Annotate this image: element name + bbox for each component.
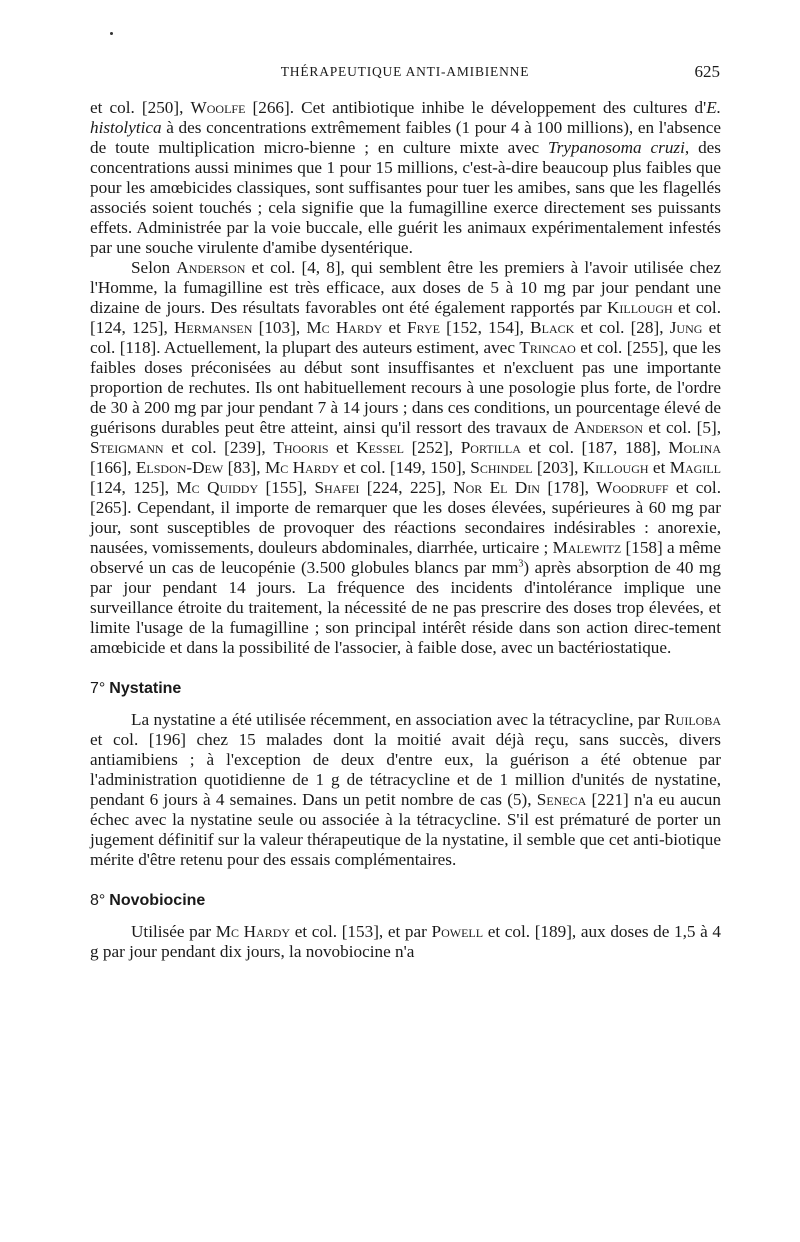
section-number: 7° bbox=[90, 680, 106, 697]
author-name: Steigmann bbox=[90, 438, 164, 457]
paragraph-nystatine: La nystatine a été utilisée récemment, en association avec la tétracycline, par Ruiloba et col. [196] chez 15 malades dont la moitié avait déjà reçu, sans succès, divers antiamibiens ; à l'exception de deux d'entre eux, la guérison a été obtenue par l'administration quotidienne de 1 g de tétracycline et de 1 million d'unités de nystatine, pendant 6 jours à 4 semaines. Dans un petit nombre de cas (5), Seneca [221] n'a eu aucun échec avec la nystatine seule ou associée à la tétracycline. S'il est prématuré de porter un jugement définitif sur la valeur thérapeutique de la nystatine, il semble que cet anti-biotique mérite d'être retenu pour des essais complémentaires. bbox=[90, 710, 721, 869]
author-name: Shafei bbox=[314, 478, 360, 497]
author-name: Portilla bbox=[460, 438, 521, 457]
running-head bbox=[90, 62, 720, 86]
author-name: Ruiloba bbox=[664, 710, 721, 729]
author-name: Anderson bbox=[176, 258, 246, 277]
section-heading-nystatine bbox=[90, 678, 721, 700]
author-name: Frye bbox=[407, 318, 440, 337]
section-title: Novobiocine bbox=[109, 892, 206, 909]
author-name: Thooris bbox=[273, 438, 329, 457]
section-title: Nystatine bbox=[109, 680, 182, 697]
species-name: Trypanosoma cruzi bbox=[548, 138, 685, 157]
author-name: Killough bbox=[606, 298, 673, 317]
author-name: Schindel bbox=[470, 458, 533, 477]
superscript: 3 bbox=[518, 558, 524, 570]
author-name: Powell bbox=[431, 922, 484, 941]
author-name: Hermansen bbox=[174, 318, 253, 337]
author-name: Mc Quiddy bbox=[176, 478, 259, 497]
paragraph-fumagilline-clinical: Selon Anderson et col. [4, 8], qui semblent être les premiers à l'avoir utilisée chez l'Homme, la fumagilline est très efficace, aux doses de 5 à 10 mg par jour pendant une dizaine de jours. Des résultats favorables ont été également rapportés par Killough et col. [124, 125], Hermansen [103], Mc Hardy et Frye [152, 154], Black et col. [28], Jung et col. [118]. Actuellement, la plupart des auteurs estiment, avec Trincao et col. [255], que les faibles doses préconisées au début sont insuffisantes et n'excluent pas une importante proportion de rechutes. Ils ont habituellement recours à une posologie plus forte, de l'ordre de 30 à 200 mg par jour pendant 7 à 14 jours ; dans ces conditions, un pourcentage élevé de guérisons durables peut être atteint, ainsi qu'il ressort des travaux de Anderson et col. [5], Steigmann et col. [239], Thooris et Kessel [252], Portilla et col. [187, 188], Molina [166], Elsdon-Dew [83], Mc Hardy et col. [149, 150], Schindel [203], Killough et Magill [124, 125], Mc Quiddy [155], Shafei [224, 225], Nor El Din [178], Woodruff et col. [265]. Cependant, il importe de remarquer que les doses élevées, supérieures à 60 mg par jour, sont susceptibles de provoquer des réactions secondaires indésirables : anorexie, nausées, vomissements, douleurs abdominales, diarrhée, urticaire ; Malewitz [158] a même observé un cas de leucopénie (3.500 globules blancs par $mm^3$) après absorption de 40 mg par jour pendant 14 jours. La fréquence des incidents d'intolérance implique une surveillance étroite du traitement, la nécessité de ne pas prescrire des doses trop élevées, et limite l'usage de la fumagilline ; son principal intérêt réside dans son action direc-tement amœbicide et dans la possibilité de l'associer, à faible dose, avec un bactériostatique. bbox=[90, 258, 722, 657]
section-number: 8° bbox=[90, 892, 106, 909]
paragraph-novobiocine: Utilisée par Mc Hardy et col. [153], et par Powell et col. [189], aux doses de 1,5 à 4 g par jour pendant dix jours, la novobiocine n'a bbox=[90, 922, 722, 961]
author-name: Malewitz bbox=[552, 538, 622, 557]
author-name: Elsdon-Dew bbox=[135, 458, 224, 477]
paragraph-fumagilline-lab: et col. [250], Woolfe [266]. Cet antibiotique inhibe le développement des cultures d'E. histolytica à des concentrations extrêmement faibles (1 pour 4 à 100 millions), en l'absence de toute multiplication micro-bienne ; en culture mixte avec Trypanosoma cruzi, des concentrations aussi minimes que 1 pour 15 millions, c'est-à-dire beaucoup plus faibles que pour les amœbicides classiques, sont suffisantes pour tuer les amibes, sans que les flagellés associés soient touchés ; cela signifie que la fumagilline exerce directement ses puissants effets. Administrée par la voie buccale, elle guérit les animaux expérimentalement infestés par une souche virulente d'amibe dysentérique. bbox=[90, 98, 721, 257]
author-name: Mc Hardy bbox=[306, 318, 383, 337]
author-name: Black bbox=[530, 318, 575, 337]
page-number: 625 bbox=[694, 62, 720, 81]
author-name: Seneca bbox=[536, 790, 587, 809]
author-name: Trincao bbox=[519, 338, 576, 357]
author-name: Molina bbox=[668, 438, 721, 457]
running-title: THÉRAPEUTIQUE ANTI-AMIBIENNE bbox=[280, 64, 530, 79]
print-speck bbox=[110, 32, 113, 35]
species-name: E. histolytica bbox=[90, 98, 721, 137]
author-name: Mc Hardy bbox=[215, 922, 291, 941]
author-name: Woodruff bbox=[596, 478, 669, 497]
author-name: Magill bbox=[669, 458, 722, 477]
author-name: Kessel bbox=[356, 438, 404, 457]
body-text bbox=[90, 98, 721, 962]
author-name: Mc Hardy bbox=[264, 458, 340, 477]
author-name: Jung bbox=[669, 318, 703, 337]
author-name: Anderson bbox=[573, 418, 644, 437]
author-name: Woolfe bbox=[190, 98, 246, 117]
author-name: Nor El Din bbox=[453, 478, 540, 497]
author-name: Killough bbox=[582, 458, 649, 477]
section-heading-novobiocine bbox=[90, 890, 721, 912]
